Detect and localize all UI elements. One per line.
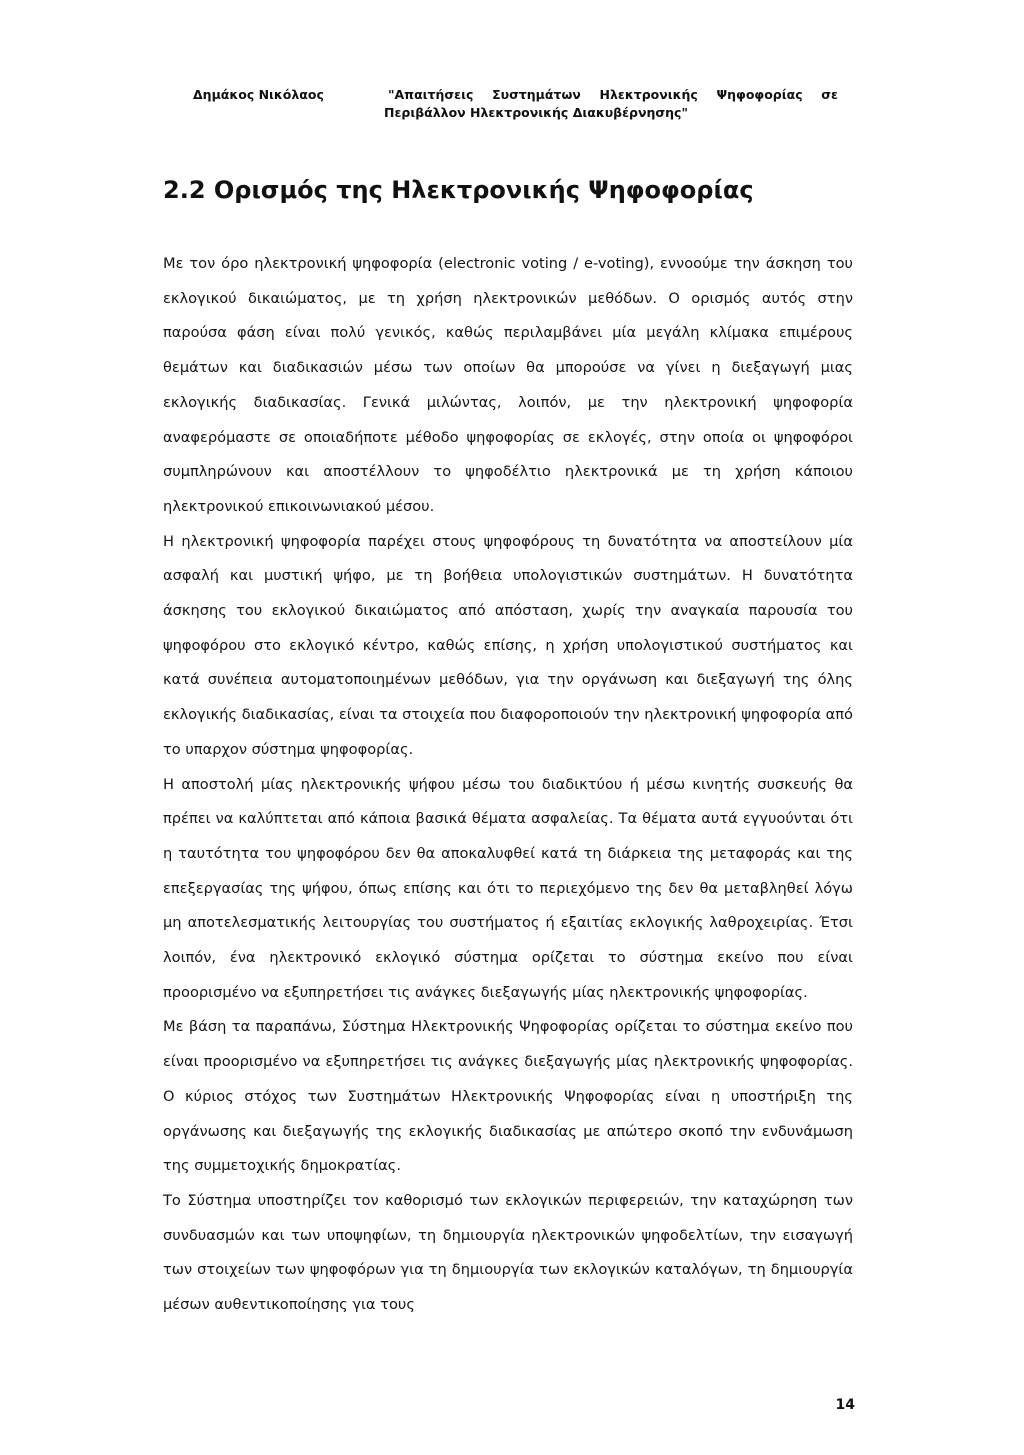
header-title-line-2: Περιβάλλον Ηλεκτρονικής Διακυβέρνησης" [384, 105, 688, 120]
section-heading: 2.2 Ορισμός της Ηλεκτρονικής Ψηφοφορίας [163, 176, 754, 204]
header-title-line-1: "Απαιτήσεις Συστημάτων Ηλεκτρονικής Ψηφοφορίας σε [388, 87, 838, 102]
page-number: 14 [835, 1397, 855, 1413]
paragraph: Η ηλεκτρονική ψηφοφορία παρέχει στους ψηφοφόρους τη δυνατότητα να αποστείλουν μία ασφαλή και μυστική ψήφο, με τη βοήθεια υπολογιστικών συστημάτων. Η δυνατότητα άσκησης του εκλογικού δικαιώματος από απόσταση, χωρίς την αναγκαία παρουσία του ψηφοφόρου στο εκλογικό κέντρο, καθώς επίσης, η χρήση υπολογιστικού συστήματος και κατά συνέπεια αυτοματοποιημένων μεθόδων, για την οργάνωση και διεξαγωγή της όλης εκλογικής διαδικασίας, είναι τα στοιχεία που διαφοροποιούν την ηλεκτρονική ψηφοφορία από το υπαρχον σύστημα ψηφοφορίας. [163, 532, 853, 758]
header-row-1 [193, 86, 838, 104]
header-author: Δημάκος Νικόλαος [193, 87, 324, 102]
paragraph: Η αποστολή μίας ηλεκτρονικής ψήφου μέσω του διαδικτύου ή μέσω κινητής συσκευής θα πρέπει να καλύπτεται από κάποια βασικά θέματα ασφαλείας. Τα θέματα αυτά εγγυούνται ότι η ταυτότητα του ψηφοφόρου δεν θα αποκαλυφθεί κατά τη διάρκεια της μεταφοράς και της επεξεργασίας της ψήφου, όπως επίσης και ότι το περιεχόμενο της δεν θα μεταβληθεί λόγω μη αποτελεσματικής λειτουργίας του συστήματος ή εξαιτίας εκλογικής λαθροχειρίας. Έτσι λοιπόν, ένα ηλεκτρονικό εκλογικό σύστημα ορίζεται το σύστημα εκείνο που είναι προορισμένο να εξυπηρετήσει τις ανάγκες διεξαγωγής μίας ηλεκτρονικής ψηφοφορίας. [163, 775, 853, 1001]
paragraph: Το Σύστημα υποστηρίζει τον καθορισμό των εκλογικών περιφερειών, την καταχώρηση των συνδυασμών και των υποψηφίων, τη δημιουργία ηλεκτρονικών ψηφοδελτίων, την εισαγωγή των στοιχείων των ψηφοφόρων για τη δημιουργία των εκλογικών καταλόγων, τη δημιουργία μέσων αυθεντικοποίησης για τους [163, 1191, 853, 1314]
running-header [193, 86, 838, 122]
paragraph: Με τον όρο ηλεκτρονική ψηφοφορία (electronic voting / e-voting), εννοούμε την άσκηση του εκλογικού δικαιώματος, με τη χρήση ηλεκτρονικών μεθόδων. Ο ορισμός αυτός στην παρούσα φάση είναι πολύ γενικός, καθώς περιλαμβάνει μία μεγάλη κλίμακα επιμέρους θεμάτων και διαδικασιών μέσω των οποίων θα μπορούσε να γίνει η διεξαγωγή μιας εκλογικής διαδικασίας. Γενικά μιλώντας, λοιπόν, με την ηλεκτρονική ψηφοφορία αναφερόμαστε σε οποιαδήποτε μέθοδο ψηφοφορίας σε εκλογές, στην οποία οι ψηφοφόροι συμπληρώνουν και αποστέλλουν το ψηφοδέλτιο ηλεκτρονικά με τη χρήση κάποιου ηλεκτρονικού επικοινωνιακού μέσου. [163, 255, 853, 515]
paragraph: Με βάση τα παραπάνω, Σύστημα Ηλεκτρονικής Ψηφοφορίας ορίζεται το σύστημα εκείνο που είναι προορισμένο να εξυπηρετήσει τις ανάγκες διεξαγωγής μίας ηλεκτρονικής ψηφοφορίας. Ο κύριος στόχος των Συστημάτων Ηλεκτρονικής Ψηφοφορίας είναι η υποστήριξη της οργάνωσης και διεξαγωγής της εκλογικής διαδικασίας με απώτερο σκοπό την ενδυνάμωση της συμμετοχικής δημοκρατίας. [163, 1018, 853, 1175]
body-text [163, 247, 853, 1323]
